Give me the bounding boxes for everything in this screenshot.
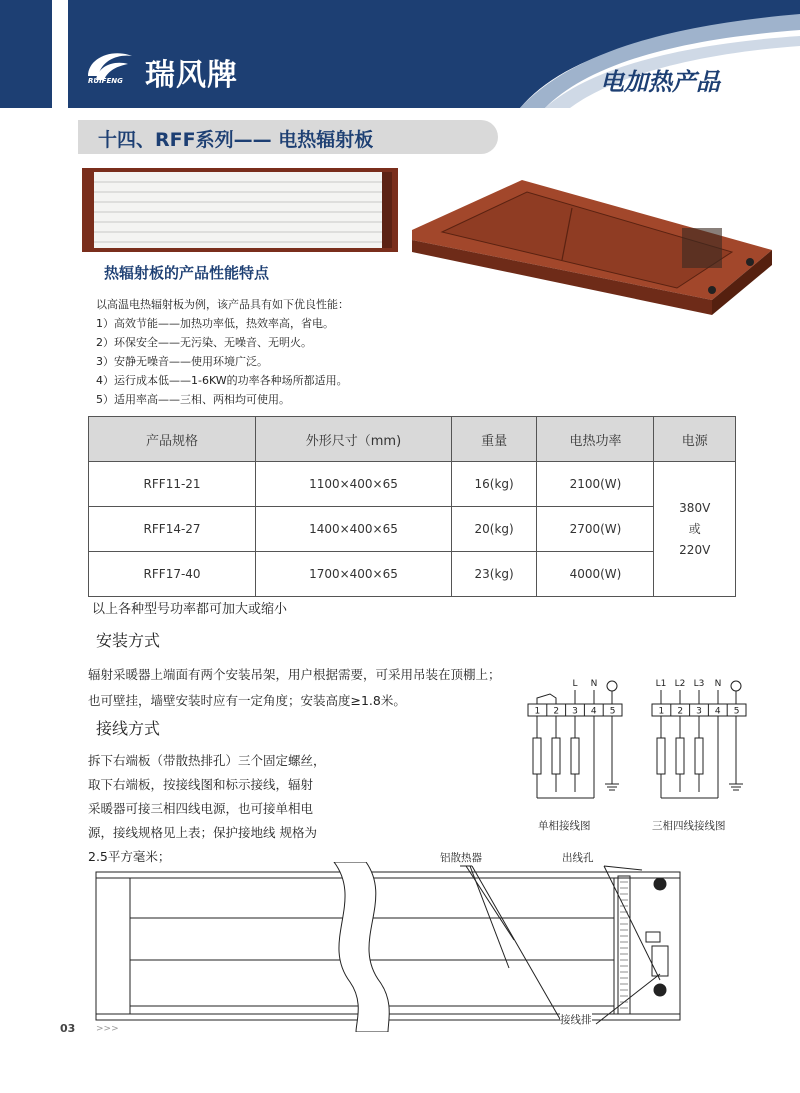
terminal-number: 4 (590, 706, 597, 717)
terminal-number: 2 (553, 706, 560, 717)
features-intro: 以高温电热辐射板为例，该产品具有如下优良性能： (96, 298, 349, 311)
table-row (89, 462, 736, 507)
wiring-line: 源，接线规格见上表；保护接地线 规格为 (88, 825, 317, 840)
wiring-line: 拆下右端板（带散热排孔）三个固定螺丝， (88, 753, 326, 768)
outlet-label: 出线孔 (562, 852, 594, 864)
table-header-row (89, 417, 736, 462)
heatsink-label: 铝散热器 (440, 852, 482, 864)
power-supply-or: 或 (688, 521, 701, 536)
wiring-line: 取下右端板，按接线图和标示接线，辐射 (88, 777, 314, 792)
install-title: 安装方式 (96, 631, 161, 650)
table-cell: 16(kg) (451, 462, 537, 507)
table-header-cell: 外形尺寸（mm) (256, 417, 452, 462)
terminal-number: 4 (714, 706, 721, 717)
terminal-number: 5 (609, 706, 616, 717)
install-line: 也可壁挂，墙壁安装时应有一定角度；安装高度≥1.8米。 (88, 693, 406, 708)
terminal-top-label: N (590, 679, 598, 689)
page-number: 03 (60, 1022, 76, 1035)
feature-item: 4）运行成本低——1-6KW的功率各种场所都适用。 (96, 374, 348, 387)
table-cell: 1100×400×65 (256, 462, 452, 507)
power-supply-value: 380V (679, 500, 711, 515)
power-supply-cell (654, 462, 736, 597)
table-cell: RFF17-40 (89, 552, 256, 597)
panel-front-photo (82, 168, 398, 252)
wiring-title: 接线方式 (96, 719, 161, 738)
table-note: 以上各种型号功率都可加大或缩小 (92, 602, 288, 617)
feature-item: 3）安静无噪音——使用环境广泛。 (96, 355, 268, 368)
power-supply-value: 220V (679, 542, 711, 557)
terminal-top-label: L2 (674, 679, 686, 689)
terminal-top-label: L1 (655, 679, 667, 689)
table-row (89, 552, 736, 597)
feature-item: 2）环保安全——无污染、无噪音、无明火。 (96, 336, 312, 349)
wiring-line: 2.5平方毫米； (88, 849, 171, 864)
three-phase-caption: 三相四线接线图 (652, 820, 726, 832)
single-phase-wiring-diagram (520, 676, 632, 806)
terminal-number: 1 (534, 706, 541, 717)
page-arrows: >>> (96, 1024, 119, 1034)
terminal-number: 1 (658, 706, 665, 717)
three-phase-wiring-diagram (644, 676, 756, 806)
table-cell: 1700×400×65 (256, 552, 452, 597)
table-cell: 23(kg) (451, 552, 537, 597)
table-cell: 4000(W) (537, 552, 654, 597)
table-cell: 1400×400×65 (256, 507, 452, 552)
terminal-top-label: L (572, 679, 578, 689)
brand-name: 瑞风牌 (145, 58, 238, 93)
terminal-top-label: L3 (693, 679, 705, 689)
wiring-line: 采暖器可接三相四线电源，也可接单相电 (88, 801, 314, 816)
terminal-number: 3 (696, 706, 702, 717)
terminal-number: 5 (733, 706, 740, 717)
terminal-block-label: 接线排 (560, 1014, 592, 1026)
table-row (89, 507, 736, 552)
table-cell: RFF11-21 (89, 462, 256, 507)
table-header-cell: 电源 (654, 417, 736, 462)
panel-back-photo (412, 180, 772, 315)
spec-table (88, 416, 736, 597)
feature-item: 5）适用率高——三相、两相均可使用。 (96, 393, 290, 406)
brand-subtitle: RUIFENG (88, 77, 123, 85)
table-cell: RFF14-27 (89, 507, 256, 552)
table-cell: 2100(W) (537, 462, 654, 507)
table-header-cell: 重量 (451, 417, 537, 462)
section-title: 十四、RFF系列—— 电热辐射板 (98, 129, 374, 151)
table-header-cell: 产品规格 (89, 417, 256, 462)
install-line: 辐射采暖器上端面有两个安装吊架，用户根据需要，可采用吊装在顶棚上； (88, 667, 501, 682)
category-title: 电加热产品 (600, 68, 720, 96)
terminal-number: 2 (677, 706, 684, 717)
table-header-cell: 电热功率 (537, 417, 654, 462)
table-cell: 2700(W) (537, 507, 654, 552)
features-title: 热辐射板的产品性能特点 (104, 264, 270, 282)
terminal-top-label: N (714, 679, 722, 689)
terminal-number: 3 (572, 706, 578, 717)
single-phase-caption: 单相接线图 (538, 820, 591, 832)
feature-item: 1）高效节能——加热功率低，热效率高，省电。 (96, 317, 334, 330)
table-cell: 20(kg) (451, 507, 537, 552)
panel-technical-drawing (94, 862, 686, 1032)
